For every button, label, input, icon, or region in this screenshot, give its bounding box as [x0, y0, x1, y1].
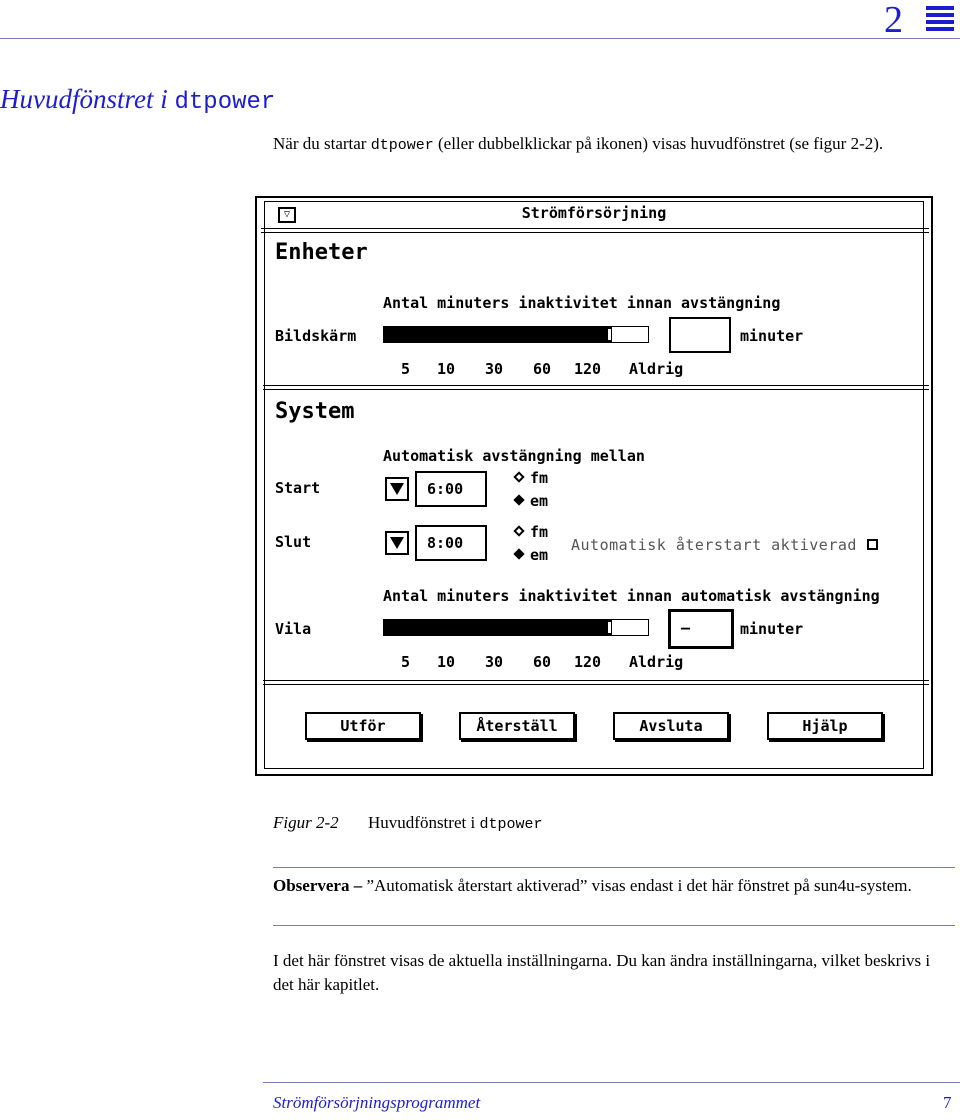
section-heading-code: dtpower: [174, 89, 276, 116]
start-dropdown-icon[interactable]: [385, 477, 409, 501]
monitor-scale-3: 60: [533, 360, 552, 378]
footer-page-number: 7: [943, 1093, 952, 1112]
idle-scale-1: 10: [437, 653, 456, 671]
note: [273, 874, 953, 898]
chapter-number: 2: [884, 0, 903, 41]
window-menu-button[interactable]: ▽: [278, 207, 296, 223]
auto-restart-label: Automatisk återstart aktiverad: [571, 536, 857, 554]
note-bottom-rule: [273, 925, 955, 926]
figure-caption-code: dtpower: [479, 816, 543, 833]
header-rule: [0, 38, 960, 39]
monitor-unit-label: minuter: [740, 327, 804, 345]
monitor-slider-track-end: [611, 326, 649, 343]
end-dropdown-icon[interactable]: [385, 531, 409, 555]
auto-shutdown-caption: Automatisk avstängning mellan: [383, 447, 645, 465]
idle-scale-2: 30: [485, 653, 504, 671]
end-em-label[interactable]: em: [530, 546, 549, 564]
idle-slider[interactable]: [383, 619, 613, 636]
monitor-scale-4: 120: [574, 360, 602, 378]
window-title: Strömförsörjning: [521, 204, 667, 222]
chapter-bars-icon: [926, 6, 954, 32]
idle-scale-0: 5: [401, 653, 411, 671]
idle-slider-track-end: [611, 619, 649, 636]
intro-part1: När du startar: [273, 134, 371, 153]
end-time-field[interactable]: 8:00: [415, 525, 487, 561]
help-button[interactable]: Hjälp: [767, 712, 883, 740]
section-separator: [263, 385, 929, 390]
end-fm-label[interactable]: fm: [530, 523, 549, 541]
start-em-label[interactable]: em: [530, 492, 549, 510]
monitor-slider[interactable]: [383, 326, 613, 343]
idle-unit-label: minuter: [740, 620, 804, 638]
idle-slider-caption: Antal minuters inaktivitet innan automatisk avstängning: [383, 587, 880, 605]
idle-minutes-field[interactable]: –: [668, 609, 734, 649]
intro-part2: (eller dubbelklickar på ikonen) visas huvudfönstret (se figur 2-2).: [433, 134, 884, 153]
idle-scale-5: Aldrig: [629, 653, 684, 671]
body-paragraph: I det här fönstret visas de aktuella inställningarna. Du kan ändra inställningarna, vilket beskrivs i det här kapitlet.: [273, 951, 931, 994]
end-label: Slut: [275, 533, 312, 551]
monitor-scale-0: 5: [401, 360, 411, 378]
title-rule: [261, 228, 929, 233]
note-dash: –: [349, 876, 367, 895]
figure-caption: [368, 813, 542, 833]
apply-button[interactable]: Utför: [305, 712, 421, 740]
intro-code: dtpower: [370, 137, 434, 154]
idle-scale-3: 60: [533, 653, 552, 671]
devices-heading: Enheter: [275, 240, 368, 265]
footer-title: Strömförsörjningsprogrammet: [273, 1093, 481, 1112]
intro-paragraph: [273, 132, 943, 158]
system-heading: System: [275, 399, 355, 424]
note-label: Observera: [273, 876, 350, 895]
monitor-scale-5: Aldrig: [629, 360, 684, 378]
monitor-label: Bildskärm: [275, 327, 357, 345]
power-window: [255, 196, 933, 776]
figure-label: Figur 2-2: [273, 813, 339, 832]
auto-restart-checkbox[interactable]: [867, 539, 878, 550]
idle-label: Vila: [275, 620, 312, 638]
monitor-scale-1: 10: [437, 360, 456, 378]
note-text: ”Automatisk återstart aktiverad” visas endast i det här fönstret på sun4u-system.: [366, 876, 912, 895]
figure-caption-text: Huvudfönstret i: [368, 813, 480, 832]
button-separator: [263, 680, 929, 685]
devices-slider-caption: Antal minuters inaktivitet innan avstängning: [383, 294, 781, 312]
monitor-scale-2: 30: [485, 360, 504, 378]
section-heading-text: Huvudfönstret i: [0, 84, 175, 114]
start-time-field[interactable]: 6:00: [415, 471, 487, 507]
reset-button[interactable]: Återställ: [459, 712, 575, 740]
monitor-minutes-field[interactable]: [669, 317, 731, 353]
idle-scale-4: 120: [574, 653, 602, 671]
section-heading: [0, 84, 275, 116]
footer-rule: [263, 1082, 960, 1083]
start-fm-label[interactable]: fm: [530, 469, 549, 487]
start-label: Start: [275, 479, 321, 497]
note-top-rule: [273, 867, 955, 868]
quit-button[interactable]: Avsluta: [613, 712, 729, 740]
